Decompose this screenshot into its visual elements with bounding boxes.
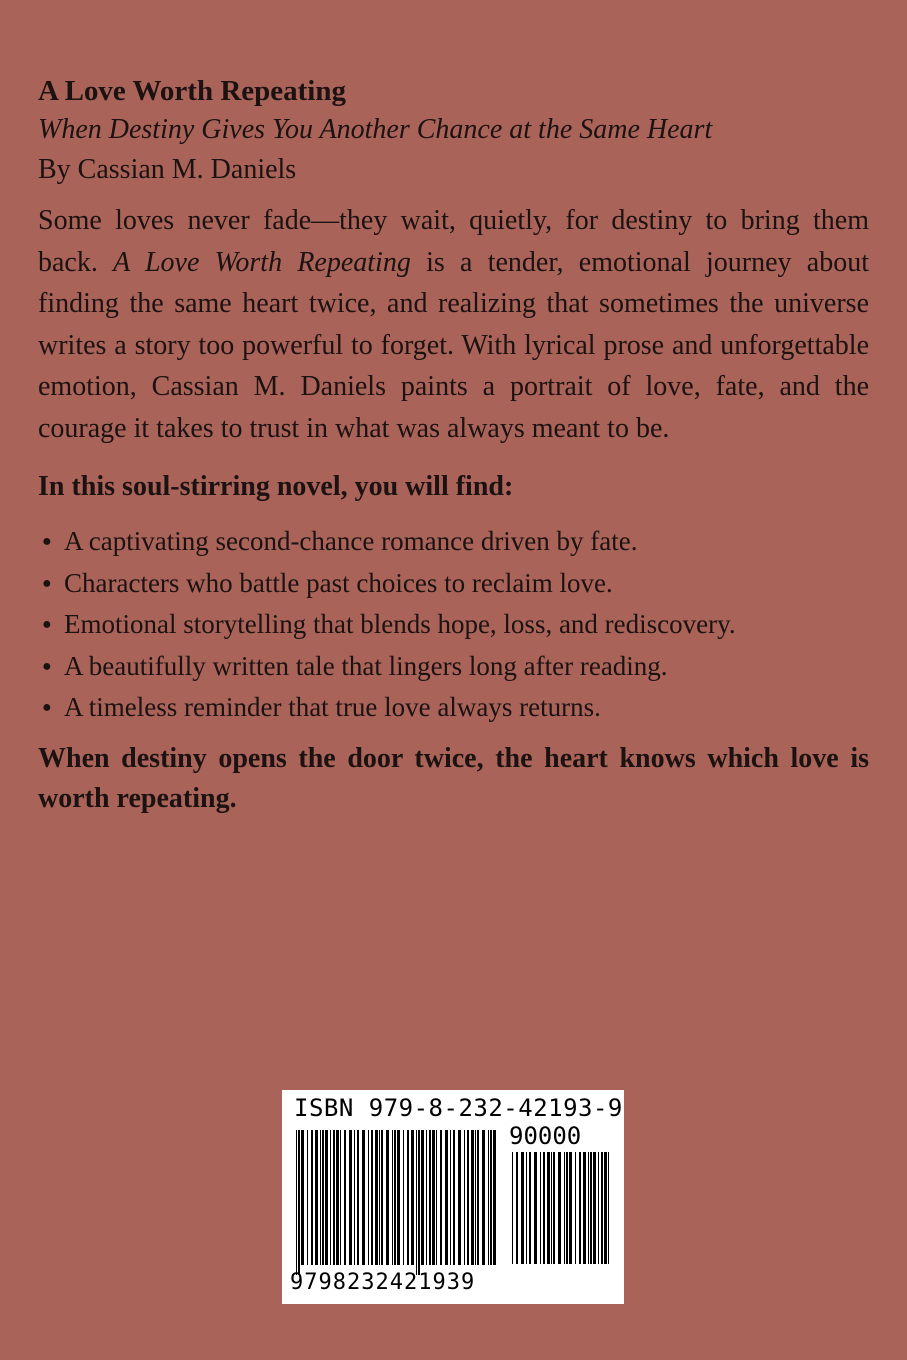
ean-digits: 9798232421939 xyxy=(290,1270,476,1295)
feature-text: Emotional storytelling that blends hope, loss, and rediscovery. xyxy=(64,609,736,639)
barcode-bar xyxy=(349,1130,352,1265)
feature-item xyxy=(38,563,869,605)
barcode-bar xyxy=(397,1130,400,1265)
feature-text: A beautifully written tale that lingers long after reading. xyxy=(64,650,668,681)
barcode-bar xyxy=(598,1152,599,1264)
barcode-bar xyxy=(458,1130,461,1265)
barcode-bar xyxy=(512,1152,513,1264)
barcode-bar xyxy=(362,1130,365,1265)
barcode-bar xyxy=(325,1130,328,1265)
barcode-bar xyxy=(340,1130,341,1265)
barcode-bar xyxy=(403,1130,404,1265)
isbn-barcode xyxy=(282,1090,624,1304)
barcode-bar xyxy=(547,1152,550,1264)
barcode-bar xyxy=(579,1152,581,1264)
barcode-bar xyxy=(490,1130,492,1265)
book-author: By Cassian M. Daniels xyxy=(38,154,297,185)
features-heading: In this soul-stirring novel, you will find: xyxy=(38,471,514,502)
isbn-label: ISBN 979-8-232-42193-9 xyxy=(294,1094,623,1122)
barcode-bar xyxy=(590,1152,592,1264)
barcode-bar xyxy=(333,1130,335,1265)
book-blurb xyxy=(38,200,869,449)
barcode-bar xyxy=(529,1152,531,1264)
barcode-bar xyxy=(416,1130,417,1275)
feature-text: A captivating second-chance romance driven by fate. xyxy=(64,526,638,556)
barcode-bar xyxy=(450,1130,451,1265)
barcode-bar xyxy=(394,1130,396,1265)
barcode-bar xyxy=(521,1152,524,1264)
barcode-bar xyxy=(588,1152,589,1264)
barcode-bar xyxy=(298,1130,300,1275)
barcode-bar xyxy=(526,1152,527,1264)
barcode-bar xyxy=(330,1130,331,1265)
book-title: A Love Worth Repeating xyxy=(38,75,346,107)
barcode-bar xyxy=(583,1152,586,1264)
barcode-bar xyxy=(440,1130,442,1265)
barcode-bar xyxy=(593,1152,596,1264)
feature-item xyxy=(38,604,869,646)
barcode-bar xyxy=(464,1130,465,1265)
barcode-bar xyxy=(432,1130,435,1265)
barcode-bar xyxy=(445,1130,448,1265)
barcode-bar xyxy=(375,1130,378,1265)
barcode-bar xyxy=(543,1152,545,1264)
barcode-bar xyxy=(553,1152,555,1264)
barcode-bar xyxy=(344,1130,346,1265)
barcode-bar xyxy=(551,1152,552,1264)
barcode-bar xyxy=(467,1130,469,1265)
blurb-title-italic: A Love Worth Repeating xyxy=(113,246,411,278)
barcode-bar xyxy=(540,1152,541,1264)
barcode-bar xyxy=(482,1130,485,1265)
barcode-bar xyxy=(418,1130,420,1275)
barcode-bar xyxy=(516,1152,518,1264)
barcode-bar xyxy=(566,1152,568,1264)
barcode-bar xyxy=(534,1152,537,1264)
barcode-bar xyxy=(311,1130,313,1265)
bullet-icon: ● xyxy=(42,699,52,716)
feature-text: Characters who battle past choices to reclaim love. xyxy=(64,567,613,598)
feature-item xyxy=(38,646,869,688)
barcode-bar xyxy=(381,1130,383,1265)
barcode-bar xyxy=(357,1130,359,1265)
closing-tagline: When destiny opens the door twice, the heart knows which love is worth repeating. xyxy=(38,742,869,814)
price-code: 90000 xyxy=(509,1122,582,1150)
barcode-bar xyxy=(407,1130,409,1265)
barcode-bar xyxy=(354,1130,355,1265)
bullet-icon: ● xyxy=(42,533,52,550)
barcode-bar xyxy=(436,1130,437,1265)
feature-text: A timeless reminder that true love always returns. xyxy=(64,692,601,722)
barcode-bar xyxy=(564,1152,565,1264)
barcode-bar xyxy=(429,1130,431,1265)
barcode-bar xyxy=(368,1130,369,1265)
barcode-bar xyxy=(392,1130,393,1265)
barcode-bar xyxy=(320,1130,321,1265)
barcode-bar xyxy=(471,1130,474,1265)
feature-item xyxy=(38,687,869,729)
barcode-bar xyxy=(475,1130,476,1265)
barcode-bar xyxy=(426,1130,427,1265)
barcode-bar xyxy=(371,1130,373,1265)
barcode-bar xyxy=(453,1130,455,1265)
barcode-bar xyxy=(569,1152,572,1264)
barcode-bar xyxy=(301,1130,304,1265)
barcode-bar xyxy=(386,1130,389,1265)
barcode-bar xyxy=(558,1152,561,1264)
ean-bars xyxy=(296,1130,496,1275)
back-cover-text xyxy=(38,72,869,819)
addon-bars xyxy=(512,1152,609,1264)
barcode-bar xyxy=(307,1130,308,1265)
barcode-bar xyxy=(379,1130,380,1265)
barcode-bar xyxy=(477,1130,479,1265)
barcode-bar xyxy=(608,1152,609,1264)
blurb-part-1: Some loves never fade—they wait, quietly, for destiny to bring them back. xyxy=(38,205,869,278)
book-subtitle: When Destiny Gives You Another Chance at the Same Heart xyxy=(38,114,713,145)
barcode-bar xyxy=(322,1130,324,1265)
feature-item xyxy=(38,521,869,563)
bullet-icon: ● xyxy=(42,574,52,592)
barcode-bar xyxy=(575,1152,576,1264)
blurb-part-2: is a tender, emotional journey about finding the same heart twice, and realizing that sometimes the universe writes a story too powerful to forget. With lyrical prose and unforgettable emotion, Cassian M. Daniels paints a portrait of love, fate, and the courage it takes to trust in what was always meant to be. xyxy=(38,246,869,444)
bullet-icon: ● xyxy=(42,616,52,633)
bullet-icon: ● xyxy=(42,657,52,675)
barcode-bar xyxy=(296,1130,297,1275)
barcode-bar xyxy=(601,1152,603,1264)
features-list xyxy=(38,521,869,729)
barcode-bar xyxy=(411,1130,414,1265)
barcode-bar xyxy=(315,1130,318,1265)
barcode-bar xyxy=(421,1130,424,1265)
barcode-bar xyxy=(336,1130,339,1265)
barcode-bar xyxy=(493,1130,496,1265)
barcode-bar xyxy=(604,1152,607,1264)
barcode-bar xyxy=(488,1130,489,1265)
